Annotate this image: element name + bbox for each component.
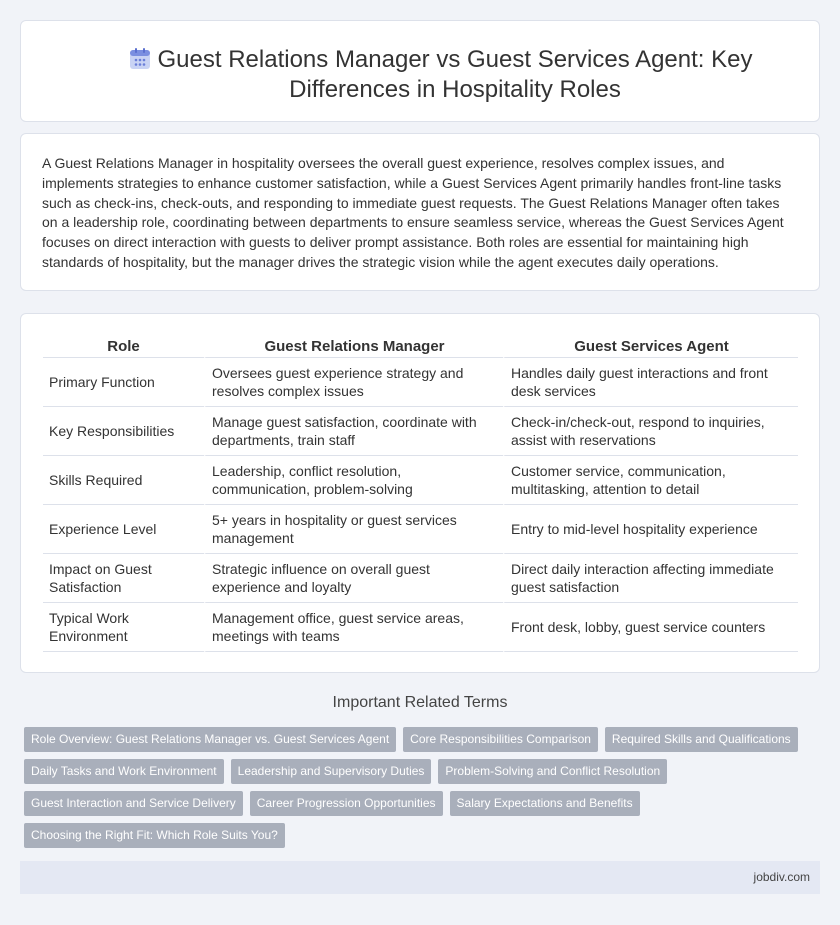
table-cell-role: Impact on Guest Satisfaction — [43, 554, 204, 603]
table-cell-role: Experience Level — [43, 505, 204, 554]
table-cell-manager: Management office, guest service areas, meetings with teams — [204, 603, 503, 652]
related-term-tag[interactable]: Leadership and Supervisory Duties — [231, 759, 432, 784]
table-cell-manager: Leadership, conflict resolution, communication, problem-solving — [204, 456, 503, 505]
tag-row — [24, 759, 814, 784]
footer — [20, 861, 820, 894]
title-card — [20, 20, 820, 122]
footer-site-link[interactable]: jobdiv.com — [753, 870, 810, 884]
related-term-tag[interactable]: Salary Expectations and Benefits — [450, 791, 640, 816]
related-term-tag[interactable]: Daily Tasks and Work Environment — [24, 759, 224, 784]
table-header-role: Role — [43, 335, 204, 358]
intro-paragraph: A Guest Relations Manager in hospitality oversees the overall guest experience, resolves complex issues, and implements strategies to enhance customer satisfaction, while a Guest Services Agent primarily handles front-line tasks such as check-ins, check-outs, and responding to immediate guest requests. The Guest Relations Manager often takes on a leadership role, coordinating between departments to ensure seamless service, whereas the Guest Services Agent focuses on direct interaction with guests to deliver prompt assistance. Both roles are essential for maintaining high standards of hospitality, but the manager drives the strategic vision while the agent executes daily operations. — [42, 155, 784, 270]
table-row — [43, 603, 798, 652]
table-cell-role: Skills Required — [43, 456, 204, 505]
related-terms-list — [24, 727, 814, 855]
table-header-agent: Guest Services Agent — [503, 335, 798, 358]
table-cell-manager: Manage guest satisfaction, coordinate with departments, train staff — [204, 407, 503, 456]
comparison-table — [43, 335, 798, 652]
table-row — [43, 456, 798, 505]
tag-row — [24, 823, 814, 848]
table-cell-agent: Direct daily interaction affecting immediate guest satisfaction — [503, 554, 798, 603]
table-cell-role: Primary Function — [43, 358, 204, 407]
page-title — [21, 45, 819, 105]
related-term-tag[interactable]: Guest Interaction and Service Delivery — [24, 791, 243, 816]
tag-row — [24, 727, 814, 752]
table-cell-role: Key Responsibilities — [43, 407, 204, 456]
related-term-tag[interactable]: Required Skills and Qualifications — [605, 727, 798, 752]
table-header-row — [43, 335, 798, 358]
table-row — [43, 358, 798, 407]
related-terms-title: Important Related Terms — [332, 694, 508, 711]
table-cell-agent: Entry to mid-level hospitality experience — [503, 505, 798, 554]
table-cell-role: Typical Work Environment — [43, 603, 204, 652]
related-term-tag[interactable]: Core Responsibilities Comparison — [403, 727, 598, 752]
related-term-tag[interactable]: Role Overview: Guest Relations Manager vs. Guest Services Agent — [24, 727, 396, 752]
table-cell-agent: Handles daily guest interactions and front desk services — [503, 358, 798, 407]
table-cell-agent: Front desk, lobby, guest service counters — [503, 603, 798, 652]
table-row — [43, 407, 798, 456]
tag-row — [24, 791, 814, 816]
table-cell-manager: Strategic influence on overall guest experience and loyalty — [204, 554, 503, 603]
table-row — [43, 554, 798, 603]
table-header-manager: Guest Relations Manager — [204, 335, 503, 358]
table-cell-agent: Customer service, communication, multitasking, attention to detail — [503, 456, 798, 505]
intro-card — [20, 133, 820, 291]
table-cell-agent: Check-in/check-out, respond to inquiries, assist with reservations — [503, 407, 798, 456]
table-cell-manager: Oversees guest experience strategy and resolves complex issues — [204, 358, 503, 407]
page-title-line-2: Differences in Hospitality Roles — [289, 76, 621, 103]
table-row — [43, 505, 798, 554]
page-title-line-1: Guest Relations Manager vs Guest Services Agent: Key — [157, 46, 753, 73]
related-term-tag[interactable]: Choosing the Right Fit: Which Role Suits You? — [24, 823, 285, 848]
related-term-tag[interactable]: Problem-Solving and Conflict Resolution — [438, 759, 667, 784]
related-term-tag[interactable]: Career Progression Opportunities — [250, 791, 443, 816]
table-cell-manager: 5+ years in hospitality or guest services management — [204, 505, 503, 554]
comparison-table-card — [20, 313, 820, 673]
